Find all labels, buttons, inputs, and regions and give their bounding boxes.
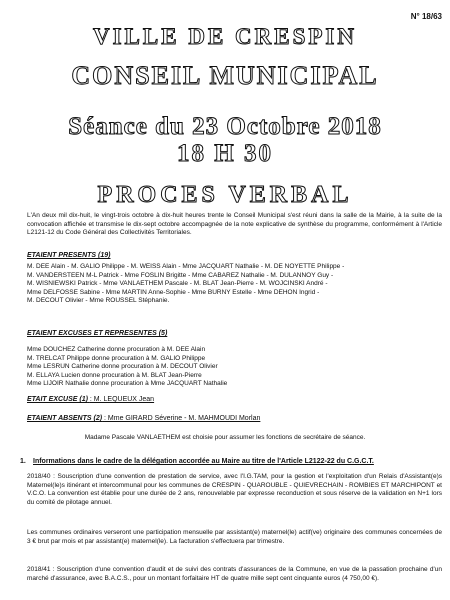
present-line: M. VANDERSTEEN M-L Patrick - Mme FOSLIN Brigitte - Mme CABAREZ Nathalie - M. DULANNOY Guy -: [27, 271, 334, 279]
excuse-line: Mme DOUCHEZ Catherine donne procuration à M. DEE Alain: [27, 346, 206, 353]
secretary-note: Madame Pascale VANLAETHEM est choisie pour assumer les fonctions de secrétaire de séance.: [84, 434, 366, 441]
council-title: CONSEIL MUNICIPAL: [71, 61, 379, 90]
excuse-line: Mme LESRUN Catherine donne procuration à M. DECOUT Olivier: [27, 363, 218, 371]
excused-row: [27, 396, 154, 403]
excused-name: : M. LEQUEUX Jean: [89, 396, 155, 403]
page-number: N° 18/63: [410, 12, 442, 21]
present-line: M. DECOUT Olivier - Mme ROUSSEL Stéphanie.: [27, 297, 170, 305]
section-number: 1.: [20, 458, 26, 465]
excuse-line: M. ELLAYA Lucien donne procuration à M. BLAT Jean-Pierre: [27, 371, 202, 379]
excuses-list: [27, 346, 442, 389]
excused-heading: ETAIT EXCUSE (1): [27, 396, 88, 403]
session-time-title: 18 H 30: [177, 140, 273, 167]
intro-paragraph: L'An deux mil dix-huit, le vingt-trois octobre à dix-huit heures trente le Conseil Municipal s'est réuni dans la salle de la Mairie, à la suite de la convocation affichée et transmise le dix-sept octobre accompagnée de la note explicative de synthèse du programme, conformément à l'Article L2121-12 du Code Général des Collectivités Territoriales.: [27, 212, 442, 237]
section-heading: [20, 458, 445, 465]
excuses-heading: ETAIENT EXCUSES ET REPRESENTES (5): [27, 330, 168, 337]
present-line: M. DEE Alain - M. GALIO Philippe - M. WEISS Alain - Mme JACQUART Nathalie - M. DE NOYETTE Philippe -: [27, 263, 345, 270]
present-line: Mme DELFOSSE Sabine - Mme MARTIN Anne-Sophie - Mme BURNY Estelle - Mme DEHON Ingrid -: [27, 288, 320, 296]
present-line: M. WISNIEWSKI Patrick - Mme VANLAETHEM Pascale - M. BLAT Jean-Pierre - M. WOJCINSKI André -: [27, 280, 328, 288]
paragraph-2018-40: 2018/40 : Souscription d'une convention de prestation de service, avec l'I.G.TAM, pour la gestion et l'exploitation d'un Relais d'Assistant(e)s Maternel(le)s itinérant et intercommunal pour les communes de CRESPIN - QUAROUBLE - QUIEVRECHAIN - ROMBIES ET MARCHIPONT et V.C.O. La convention est établie pour une durée de 2 ans, renouvelable par expresse reconduction et sous réserve de la validation en N+1 lors du comité de pilotage annuel.: [27, 473, 442, 506]
excuse-line: M. TRELCAT Philippe donne procuration à M. GALIO Philippe: [27, 354, 206, 362]
excuse-line: Mme LIJOIR Nathalie donne procuration à Mme JACQUART Nathalie: [27, 380, 228, 388]
paragraph-2018-41: 2018/41 : Souscription d'une convention d'audit et de suivi des contrats d'assurances de la Commune, en vue de la passation prochaine d'un marché d'assurance, avec B.A.C.S., pour un montant forfaitaire HT de quatre mille sept cent cinquante euros (4 750,00 €).: [27, 566, 442, 582]
absents-names: : Mme GIRARD Séverine - M. MAHMOUDI Morlan: [104, 415, 261, 422]
absents-row: [27, 415, 260, 422]
city-title: VILLE DE CRESPIN: [93, 24, 357, 49]
report-title: PROCES VERBAL: [97, 182, 353, 208]
paragraph-participation: Les communes ordinaires verseront une participation mensuelle par assistant(e) maternel(le) actif(ve) originaire des communes concernées de 3 € brut par mois et par assistant(e) maternel(le). La facturation s'effectuera par trimestre.: [27, 529, 442, 545]
section-title: Informations dans le cadre de la délégation accordée au Maire au titre de l'Article L2122-22 du C.G.C.T.: [33, 458, 374, 465]
absents-heading: ETAIENT ABSENTS (2): [27, 415, 103, 422]
present-list: [27, 263, 442, 306]
present-heading: ETAIENT PRESENTS (19): [27, 252, 111, 259]
session-date-title: Séance du 23 Octobre 2018: [68, 113, 382, 140]
